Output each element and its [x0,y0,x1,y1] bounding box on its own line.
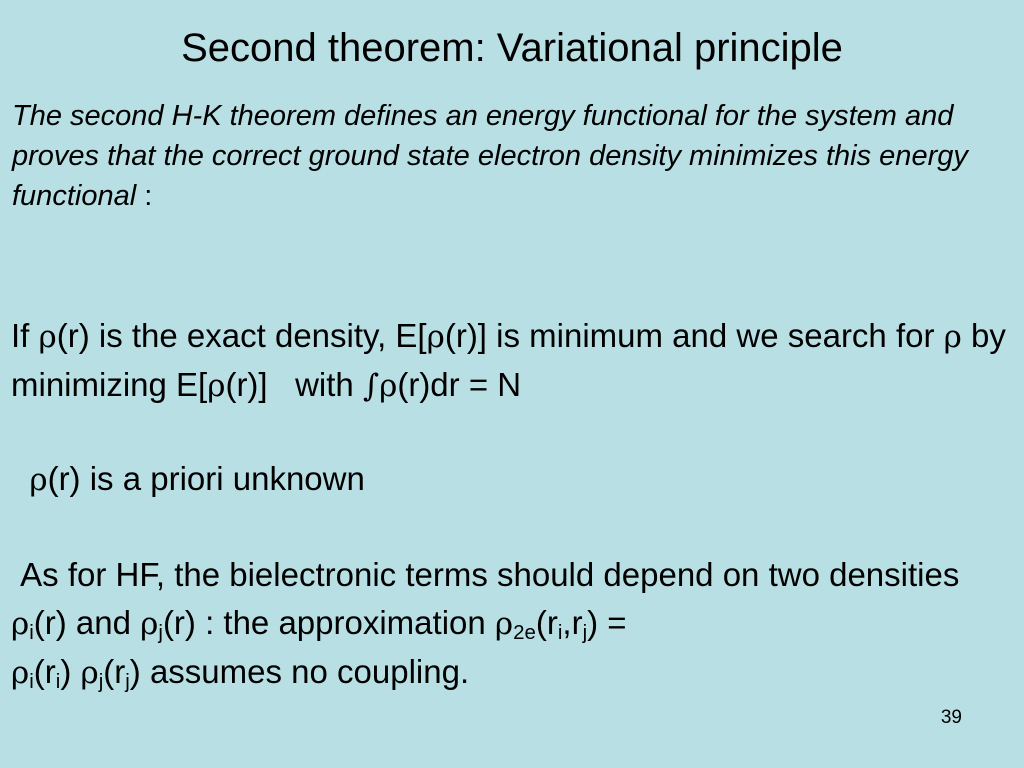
subscript-j: j [582,621,588,645]
p1-text-1: If [11,317,39,354]
p3-text-6: ) assumes no coupling. [129,653,470,690]
p3-text-5: ) = [587,604,627,641]
rho-symbol: ρ [426,319,445,355]
p3-paren-r: (r [103,653,126,690]
subscript-i: i [55,670,61,694]
subscript-j: j [158,621,163,645]
p1-text-4: by minimizing E[ [11,317,1006,403]
subscript-i: i [29,621,34,645]
rho-symbol: ρ [11,655,30,691]
p1-text-6: (r)dr = N [397,366,522,403]
p2-indent [11,460,29,497]
subscript-i: i [29,670,34,694]
p3-comma-r: ,r [562,604,583,641]
page-number: 39 [940,707,962,728]
intro-text [12,96,1012,216]
p1-text-3: (r)] is minimum and we search for [444,317,944,354]
p3-text-4: (r [535,604,558,641]
paragraph-unknown-density [11,455,1016,504]
intro-colon: : [136,180,153,212]
rho-symbol: ρ [140,606,159,642]
intro-italic-text: The second H-K theorem defines an energy functional for the system and proves that the correct ground state electron density minimizes this energy functional [12,100,968,212]
rho-symbol: ρ [11,606,30,642]
p3-paren-r: (r [33,653,56,690]
rho-symbol: ρ [29,462,48,498]
subscript-j: j [98,670,104,694]
rho-symbol: ρ [494,606,514,642]
subscript-i: i [557,621,563,645]
subscript-2e: 2e [513,621,536,645]
paragraph-exact-density [11,312,1016,410]
p3-close-paren: ) [60,653,72,690]
p3-text-3: (r) : the approximation [162,604,495,641]
paragraph-bielectronic-terms [11,551,1016,697]
p1-text-2: (r) is the exact density, E[ [56,317,427,354]
rho-symbol: ρ [943,319,962,355]
rho-symbol: ρ [207,368,226,404]
slide-title: Second theorem: Variational principle [181,26,843,70]
rho-symbol: ρ [80,655,99,691]
p1-text-5: (r)] with [225,366,363,403]
p3-text-2: (r) and [33,604,141,641]
integral-symbol: ∫ [362,368,380,404]
subscript-j: j [125,670,130,694]
p3-text-1: As for HF, the bielectronic terms should depend on two densities [11,556,978,593]
rho-symbol: ρ [379,368,398,404]
p2-text-1: (r) is a priori unknown [47,460,365,497]
rho-symbol: ρ [38,319,57,355]
